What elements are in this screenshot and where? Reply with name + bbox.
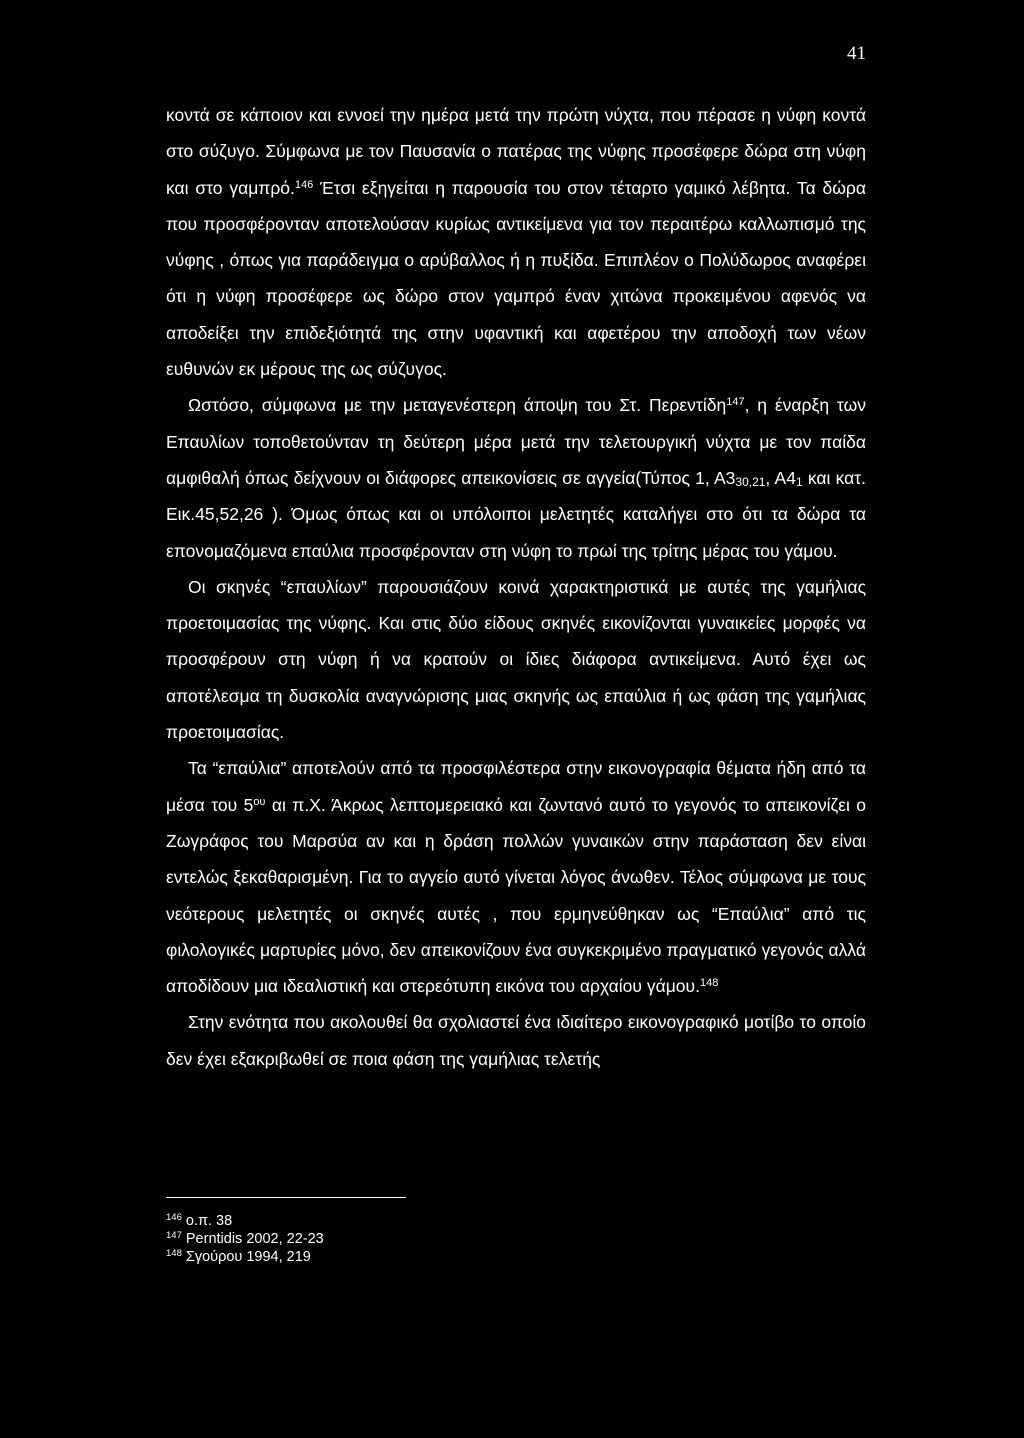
footnotes (166, 1212, 666, 1266)
paragraph (166, 387, 866, 568)
text-segment: κοντά σε κάποιον και εννοεί την ημέρα μετά την πρώτη νύχτα, που πέρασε η νύφη κοντά στο σύζυγο. Σύμφωνα με τον Παυσανία ο πατέρας της νύφης προσέφερε δώρα στη νύφη και στο γαμπρό. (166, 105, 866, 198)
paragraph (166, 97, 866, 387)
footnote-text: ο.π. 38 (181, 1213, 233, 1229)
paragraph (166, 750, 866, 1004)
text-segment: , Α4 (765, 467, 796, 488)
footnote-number: 147 (166, 1230, 182, 1241)
text-segment: αι π.Χ. Άκρως λεπτομερειακό και ζωντανό αυτό το γεγονός το απεικονίζει ο Ζωγράφος του Μαρσύα αν και η δράση πολλών γυναικών στην παράσταση δεν είναι εντελώς ξεκαθαρισμένη. Για το αγγείο αυτό γίνεται λόγος άνωθεν. Τέλος σύμφωνα με τους νεότερους μελετητές οι σκηνές αυτές , που ερμηνεύθηκαν ως “Επαύλια” από τις φιλολογικές μαρτυρίες μόνο, δεν απεικονίζουν ένα συγκεκριμένο πραγματικό γεγονός αλλά αποδίδουν μια ιδεαλιστική και στερεότυπη εικόνα του αρχαίου γάμου. (166, 794, 866, 997)
body-text (166, 97, 866, 1077)
footnote-text: Perntidis 2002, 22-23 (181, 1231, 324, 1247)
footnote-text: Σγούρου 1994, 219 (181, 1249, 311, 1265)
footnote-number: 148 (166, 1248, 182, 1259)
page-number: 41 (847, 43, 866, 64)
text-segment: , η έναρξη των Επαυλίων τοποθετούνταν τη δεύτερη μέρα μετά την τελετουργική νύχτα με τον παίδα αμφιθαλή όπως δείχνουν οι διάφορες απεικονίσεις σε αγγεία(Τύπος 1, Α3 (166, 395, 867, 488)
superscript: 146 (294, 178, 314, 191)
text-segment: και κατ. Εικ.45,52,26 ). Όμως όπως και οι υπόλοιποι μελετητές καταλήγει στο ότι τα δώρα τα επονομαζόμενα επαύλια προσφέρονταν στη νύφη το πρωί της τρίτης μέρας του γάμου. (166, 467, 866, 561)
paragraph (166, 1004, 866, 1077)
footnote (166, 1248, 666, 1266)
subscript: 1 (795, 474, 803, 489)
footnote (166, 1230, 666, 1248)
text-segment: Στην ενότητα που ακολουθεί θα σχολιαστεί ένα ιδιαίτερο εικονογραφικό μοτίβο το οποίο δεν έχει εξακριβωθεί σε ποια φάση της γαμήλιας τελετής (166, 1012, 866, 1069)
text-segment: Ωστόσο, σύμφωνα με την μεταγενέστερη άποψη του Στ. Περεντίδη (188, 395, 727, 416)
footnote-number: 146 (166, 1212, 182, 1223)
text-segment: Οι σκηνές “επαυλίων” παρουσιάζουν κοινά χαρακτηριστικά με αυτές της γαμήλιας προετοιμασίας της νύφης. Και στις δύο είδους σκηνές εικονίζονται γυναικείες μορφές να προσφέρουν στη νύφη ή να κρατούν οι ίδιες διάφορα αντικείμενα. Αυτό έχει ως αποτέλεσμα τη δυσκολία αναγνώρισης μιας σκηνής ως επαύλια ή ως φάση της γαμήλιας προετοιμασίας. (166, 576, 866, 743)
superscript: 147 (726, 396, 745, 409)
footnote-separator (166, 1197, 406, 1198)
text-segment: Έτσι εξηγείται η παρουσία του στον τέταρτο γαμικό λέβητα. Τα δώρα που προσφέρονταν αποτελούσαν κυρίως αντικείμενα για τον περαιτέρω καλλωπισμό της νύφης , όπως για παράδειγμα ο αρύβαλλος ή η πυξίδα. Επιπλέον ο Πολύδωρος αναφέρει ότι η νύφη προσέφερε ως δώρο στον γαμπρό έναν χιτώνα προκειμένου αφενός να αποδείξει την επιδεξιότητά της στην υφαντική και αφετέρου την αποδοχή των νέων ευθυνών εκ μέρους της ως σύζυγος. (166, 177, 866, 380)
superscript: ου (253, 795, 266, 808)
text-segment: Τα “επαύλια” αποτελούν από τα προσφιλέστερα στην εικονογραφία θέματα ήδη από τα μέσα του 5 (166, 758, 866, 815)
superscript: 148 (699, 977, 719, 990)
footnote (166, 1212, 666, 1230)
subscript: 30,21 (735, 474, 766, 489)
paragraph (166, 569, 866, 750)
